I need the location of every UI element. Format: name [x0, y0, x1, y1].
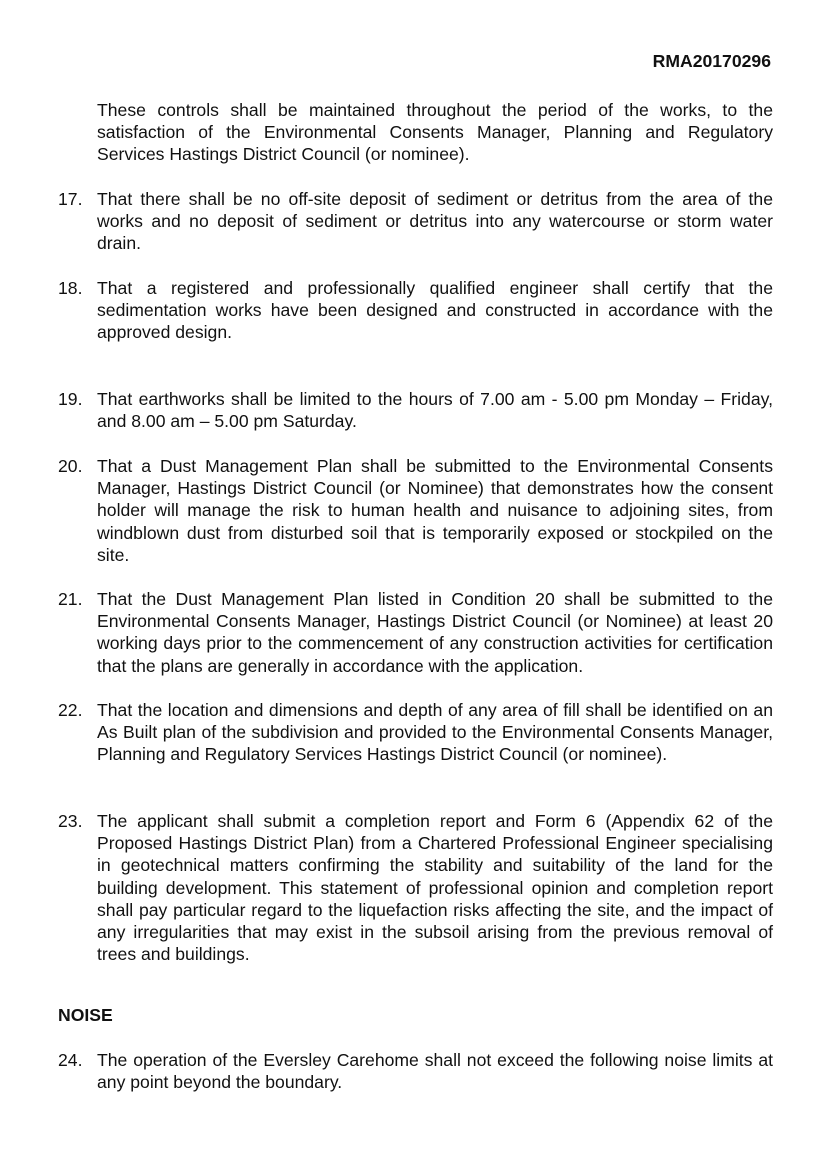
condition-20 [58, 455, 773, 566]
condition-text: That a registered and professionally qualified engineer shall certify that the sedimentation works have been designed and constructed in accordance with the approved design. [97, 278, 773, 343]
condition-text: The operation of the Eversley Carehome shall not exceed the following noise limits at any point beyond the boundary. [97, 1050, 773, 1093]
condition-21 [58, 588, 773, 677]
condition-19 [58, 388, 773, 432]
condition-text: That the location and dimensions and depth of any area of fill shall be identified on an As Built plan of the subdivision and provided to the Environmental Consents Manager, Planning and Regulatory Services Hastings District Council (or nominee). [97, 700, 773, 765]
condition-23 [58, 810, 773, 965]
condition-24 [58, 1049, 773, 1093]
condition-text: That there shall be no off-site deposit of sediment or detritus from the area of the works and no deposit of sediment or detritus into any watercourse or storm water drain. [97, 189, 773, 254]
noise-section-heading: NOISE [58, 1005, 113, 1025]
condition-17 [58, 188, 773, 255]
condition-number: 17. [58, 189, 83, 209]
condition-18 [58, 277, 773, 344]
document-reference: RMA20170296 [652, 51, 771, 71]
intro-paragraph: These controls shall be maintained throughout the period of the works, to the satisfaction of the Environmental Consents Manager, Planning and Regulatory Services Hastings District Council (or nominee). [97, 100, 773, 165]
condition-number: 18. [58, 278, 83, 298]
condition-text: The applicant shall submit a completion report and Form 6 (Appendix 62 of the Proposed Hastings District Plan) from a Chartered Professional Engineer specialising in geotechnical matters confirming the stability and suitability of the land for the building development. This statement of professional opinion and completion report shall pay particular regard to the liquefaction risks affecting the site, and the impact of any irregularities that may exist in the subsoil arising from the previous removal of trees and buildings. [97, 811, 773, 965]
condition-number: 23. [58, 811, 83, 831]
condition-text: That earthworks shall be limited to the hours of 7.00 am - 5.00 pm Monday – Friday, and 8.00 am – 5.00 pm Saturday. [97, 389, 773, 432]
condition-number: 19. [58, 389, 83, 409]
condition-number: 20. [58, 456, 83, 476]
condition-text: That the Dust Management Plan listed in Condition 20 shall be submitted to the Environmental Consents Manager, Hastings District Council (or Nominee) at least 20 working days prior to the commencement of any construction activities for certification that the plans are generally in accordance with the application. [97, 589, 773, 676]
condition-number: 22. [58, 700, 83, 720]
condition-22 [58, 699, 773, 766]
condition-number: 24. [58, 1050, 83, 1070]
condition-text: That a Dust Management Plan shall be submitted to the Environmental Consents Manager, Hastings District Council (or Nominee) that demonstrates how the consent holder will manage the risk to human health and nuisance to adjoining sites, from windblown dust from disturbed soil that is temporarily exposed or stockpiled on the site. [97, 456, 773, 565]
condition-number: 21. [58, 589, 83, 609]
